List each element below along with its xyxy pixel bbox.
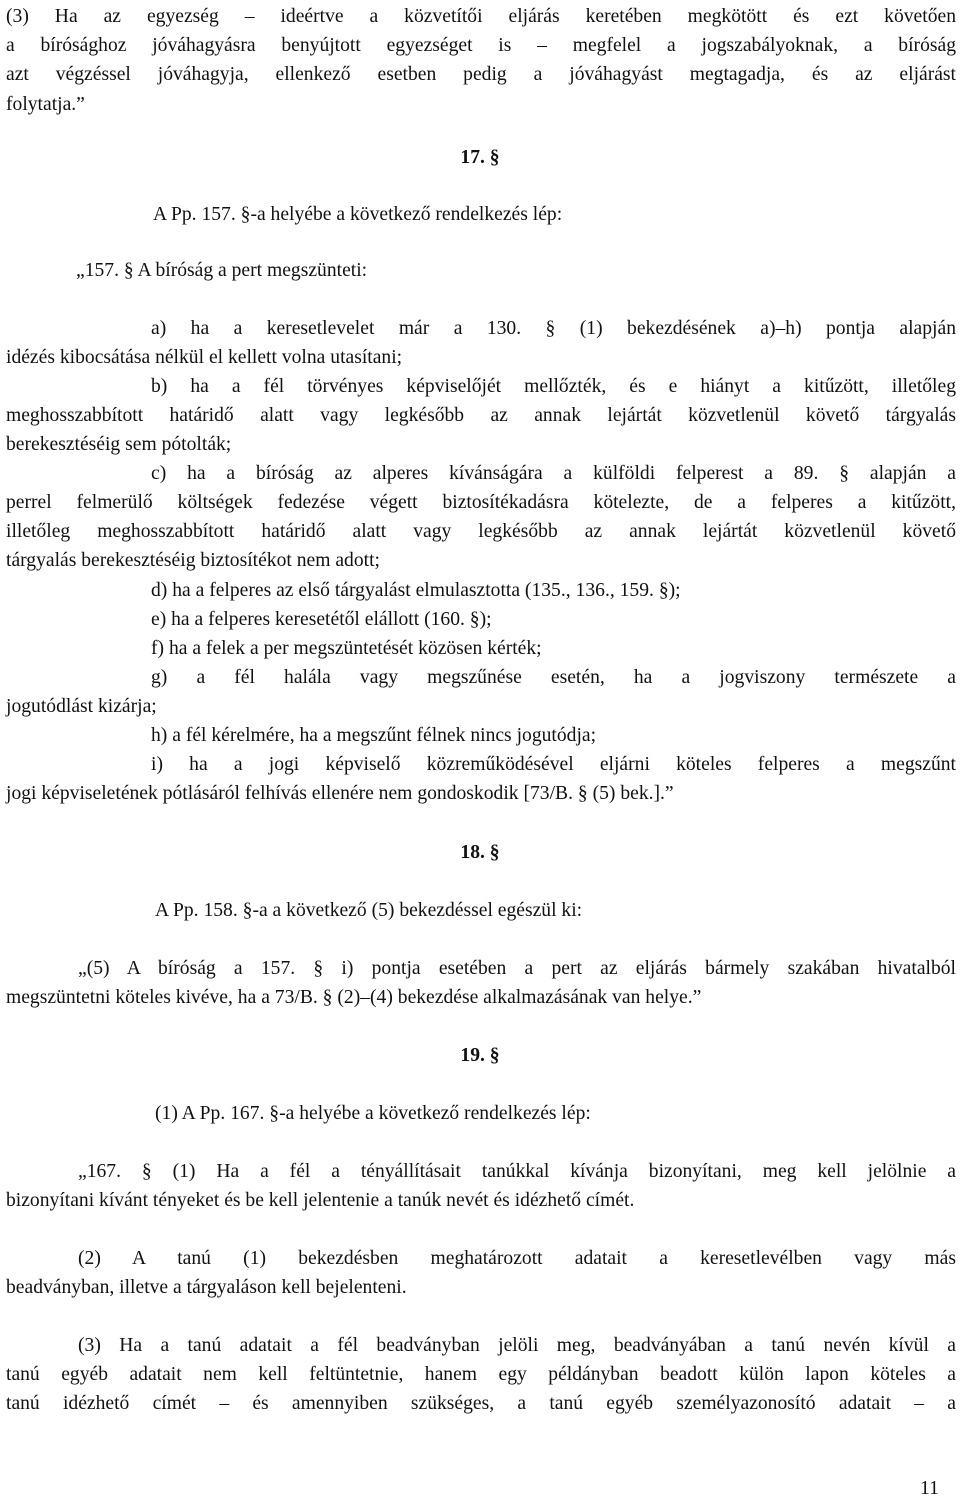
text-line: e) ha a felperes keresetétől elállott (160. §); (151, 609, 492, 630)
text-line: g) a fél halála vagy megszűnése esetén, ha a jogviszony természete a (151, 667, 956, 688)
text-line: c) ha a bíróság az alperes kívánságára a külföldi felperest a 89. § alapján a (151, 463, 956, 484)
text-line: „(5) A bíróság a 157. § i) pontja esetében a pert az eljárás bármely szakában hivatalból (78, 958, 956, 979)
text-line: f) ha a felek a per megszüntetését közösen kérték; (151, 638, 542, 659)
text-line: (2) A tanú (1) bekezdésben meghatározott adatait a keresetlevélben vagy más (78, 1248, 956, 1269)
text-line: i) ha a jogi képviselő közreműködésével eljárni köteles felperes a megszűnt (151, 754, 956, 775)
text-line: folytatja.” (6, 94, 85, 115)
section-heading: 19. § (460, 1045, 500, 1066)
text-line: jogutódlást kizárja; (6, 696, 157, 717)
text-line: A Pp. 157. §-a helyébe a következő rendelkezés lép: (153, 204, 563, 225)
text-line: beadványban, illetve a tárgyaláson kell bejelenteni. (6, 1277, 407, 1298)
text-line: A Pp. 158. §-a a következő (5) bekezdéssel egészül ki: (155, 900, 583, 921)
text-line: idézés kibocsátása nélkül el kellett volna utasítani; (6, 347, 403, 368)
text-line: bizonyítani kívánt tényeket és be kell jelentenie a tanúk nevét és idézhető címét. (6, 1190, 635, 1211)
text-line: (3) Ha a tanú adatait a fél beadványban jelöli meg, beadványában a tanú nevén kívül a (78, 1335, 956, 1356)
text-line: tanú egyéb adatait nem kell feltüntetnie, hanem egy példányban beadott külön lapon köteles a (6, 1364, 956, 1385)
section-heading: 18. § (460, 842, 500, 863)
page-number: 11 (920, 1478, 939, 1499)
text-line: h) a fél kérelmére, ha a megszűnt félnek nincs jogutódja; (151, 725, 597, 746)
text-line: d) ha a felperes az első tárgyalást elmulasztotta (135., 136., 159. §); (151, 580, 681, 601)
text-line: tárgyalás berekesztéséig biztosítékot nem adott; (6, 550, 380, 571)
text-line: „157. § A bíróság a pert megszünteti: (76, 260, 368, 281)
text-line: jogi képviseletének pótlásáról felhívás ellenére nem gondoskodik [73/B. § (5) bek.].” (6, 783, 674, 804)
text-line: illetőleg meghosszabbított határidő alatt vagy legkésőbb az annak lejártát közvetlenül követő (6, 521, 956, 542)
text-line: meghosszabbított határidő alatt vagy legkésőbb az annak lejártát közvetlenül követő tárgyalás (6, 405, 956, 426)
text-line: megszüntetni köteles kivéve, ha a 73/B. § (2)–(4) bekezdése alkalmazásának van helye.” (6, 987, 702, 1008)
text-line: a bírósághoz jóváhagyásra benyújtott egyezséget is – megfelel a jogszabályoknak, a bíróság (6, 35, 956, 56)
text-line: (3) Ha az egyezség – ideértve a közvetítői eljárás keretében megkötött és ezt követően (6, 6, 956, 27)
text-line: „167. § (1) Ha a fél a tényállításait tanúkkal kívánja bizonyítani, meg kell jelölnie a (78, 1161, 956, 1182)
text-line: tanú idézhető címét – és amennyiben szükséges, a tanú egyéb személyazonosító adatait – a (6, 1393, 956, 1414)
text-line: (1) A Pp. 167. §-a helyébe a következő rendelkezés lép: (155, 1103, 591, 1124)
section-heading: 17. § (460, 147, 500, 168)
text-line: berekesztéséig sem pótolták; (6, 434, 232, 455)
text-line: perrel felmerülő költségek fedezése végett biztosítékadásra kötelezte, de a felperes a kitűzött, (6, 492, 956, 513)
text-line: b) ha a fél törvényes képviselőjét mellőzték, és e hiányt a kitűzött, illetőleg (151, 376, 956, 397)
text-line: a) ha a keresetlevelet már a 130. § (1) bekezdésének a)–h) pontja alapján (151, 318, 956, 339)
text-line: azt végzéssel jóváhagyja, ellenkező esetben pedig a jóváhagyást megtagadja, és az eljárást (6, 64, 956, 85)
